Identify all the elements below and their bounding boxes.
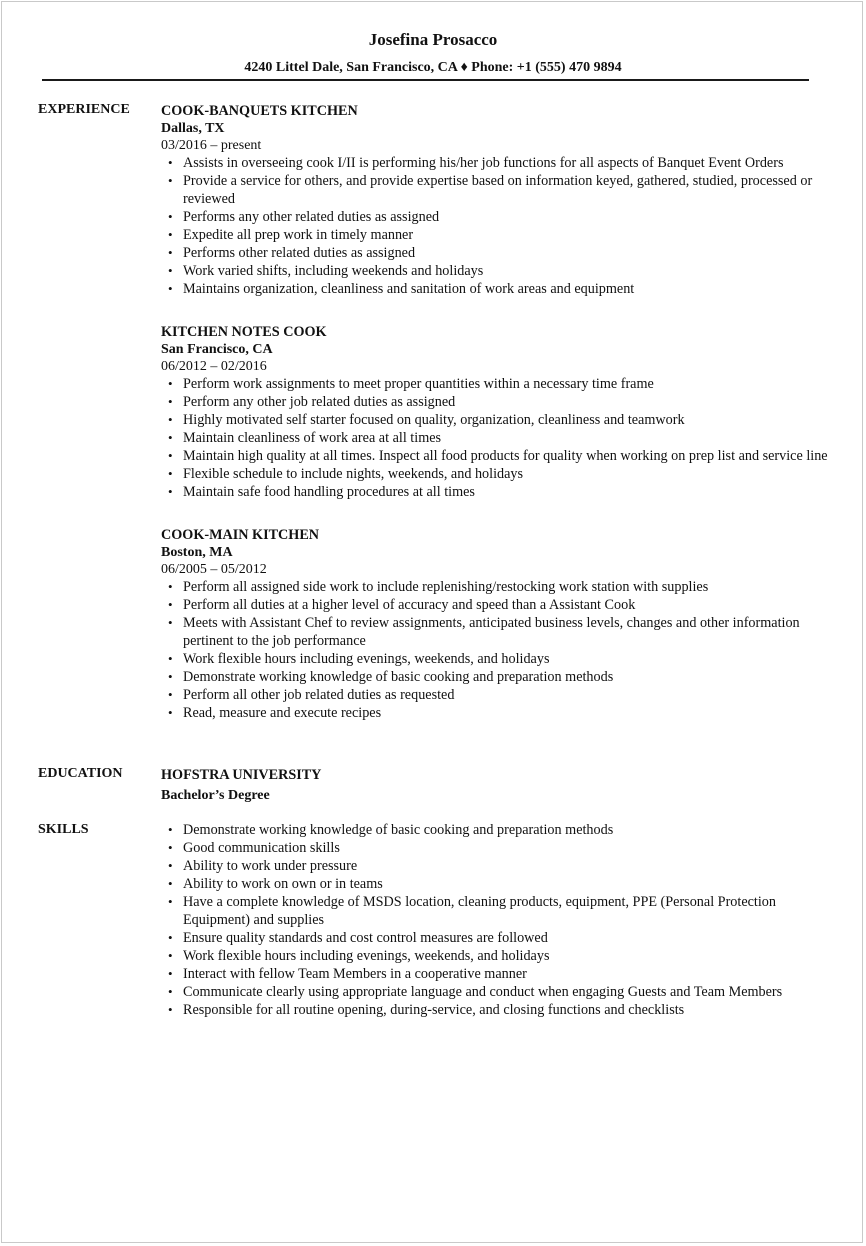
job-entry	[161, 322, 831, 501]
job-duties	[161, 578, 831, 722]
job-title: COOK-BANQUETS KITCHEN	[161, 103, 358, 119]
duty-item: • Highly motivated self starter focused on quality, organization, cleanliness and teamwork	[161, 411, 831, 429]
duty-item: • Maintain safe food handling procedures at all times	[161, 483, 831, 501]
duty-item: • Work varied shifts, including weekends and holidays	[161, 262, 831, 280]
job-entry	[161, 101, 831, 298]
resume-header	[0, 29, 866, 77]
duty-item: • Performs other related duties as assigned	[161, 244, 831, 262]
duty-item: • Perform work assignments to meet proper quantities within a necessary time frame	[161, 375, 831, 393]
job-duties	[161, 375, 831, 501]
duty-item: • Work flexible hours including evenings, weekends, and holidays	[161, 650, 831, 668]
skills-list	[161, 821, 831, 1019]
job-dates: 06/2005 – 05/2012	[161, 562, 267, 577]
duty-item: • Maintain cleanliness of work area at all times	[161, 429, 831, 447]
job-location: San Francisco, CA	[161, 342, 273, 357]
skill-item: • Ensure quality standards and cost control measures are followed	[161, 929, 831, 947]
skill-item: • Communicate clearly using appropriate language and conduct when engaging Guests and Team Members	[161, 983, 831, 1001]
education-heading: EDUCATION	[38, 766, 123, 781]
candidate-name: Josefina Prosacco	[368, 30, 498, 49]
skill-item: • Work flexible hours including evenings, weekends, and holidays	[161, 947, 831, 965]
skill-item: • Ability to work under pressure	[161, 857, 831, 875]
duty-item: • Demonstrate working knowledge of basic cooking and preparation methods	[161, 668, 831, 686]
duty-item: • Provide a service for others, and provide expertise based on information keyed, gathered, studied, processed or reviewed	[161, 172, 831, 208]
duty-item: • Perform any other job related duties as assigned	[161, 393, 831, 411]
duty-item: • Perform all duties at a higher level of accuracy and speed than a Assistant Cook	[161, 596, 831, 614]
job-title: KITCHEN NOTES COOK	[161, 324, 327, 340]
skills-body	[161, 821, 831, 1019]
skill-item: • Interact with fellow Team Members in a cooperative manner	[161, 965, 831, 983]
job-location: Dallas, TX	[161, 121, 225, 136]
duty-item: • Perform all other job related duties as requested	[161, 686, 831, 704]
duty-item: • Performs any other related duties as assigned	[161, 208, 831, 226]
school-name: HOFSTRA UNIVERSITY	[161, 767, 322, 783]
contact-line: 4240 Littel Dale, San Francisco, CA ♦ Phone: +1 (555) 470 9894	[244, 60, 622, 75]
job-dates: 06/2012 – 02/2016	[161, 359, 267, 374]
duty-item: • Meets with Assistant Chef to review assignments, anticipated business levels, changes and other information pertinent to the job performance	[161, 614, 831, 650]
duty-item: • Flexible schedule to include nights, weekends, and holidays	[161, 465, 831, 483]
duty-item: • Read, measure and execute recipes	[161, 704, 831, 722]
experience-heading: EXPERIENCE	[38, 102, 130, 117]
job-dates: 03/2016 – present	[161, 138, 262, 153]
job-duties	[161, 154, 831, 298]
skill-item: • Responsible for all routine opening, during-service, and closing functions and checklists	[161, 1001, 831, 1019]
job-entry	[161, 525, 831, 722]
job-location: Boston, MA	[161, 545, 233, 560]
duty-item: • Expedite all prep work in timely manner	[161, 226, 831, 244]
duty-item: • Assists in overseeing cook I/II is performing his/her job functions for all aspects of Banquet Event Orders	[161, 154, 831, 172]
skill-item: • Ability to work on own or in teams	[161, 875, 831, 893]
skill-item: • Demonstrate working knowledge of basic cooking and preparation methods	[161, 821, 831, 839]
degree: Bachelor’s Degree	[161, 788, 270, 803]
skill-item: • Good communication skills	[161, 839, 831, 857]
duty-item: • Maintains organization, cleanliness and sanitation of work areas and equipment	[161, 280, 831, 298]
duty-item: • Maintain high quality at all times. Inspect all food products for quality when working on prep list and service line	[161, 447, 831, 465]
skills-heading: SKILLS	[38, 822, 89, 837]
header-divider	[42, 79, 809, 81]
duty-item: • Perform all assigned side work to include replenishing/restocking work station with supplies	[161, 578, 831, 596]
education-body	[161, 765, 831, 805]
job-title: COOK-MAIN KITCHEN	[161, 527, 320, 543]
experience-list	[161, 101, 831, 746]
skill-item: • Have a complete knowledge of MSDS location, cleaning products, equipment, PPE (Personal Protection Equipment) and supplies	[161, 893, 831, 929]
